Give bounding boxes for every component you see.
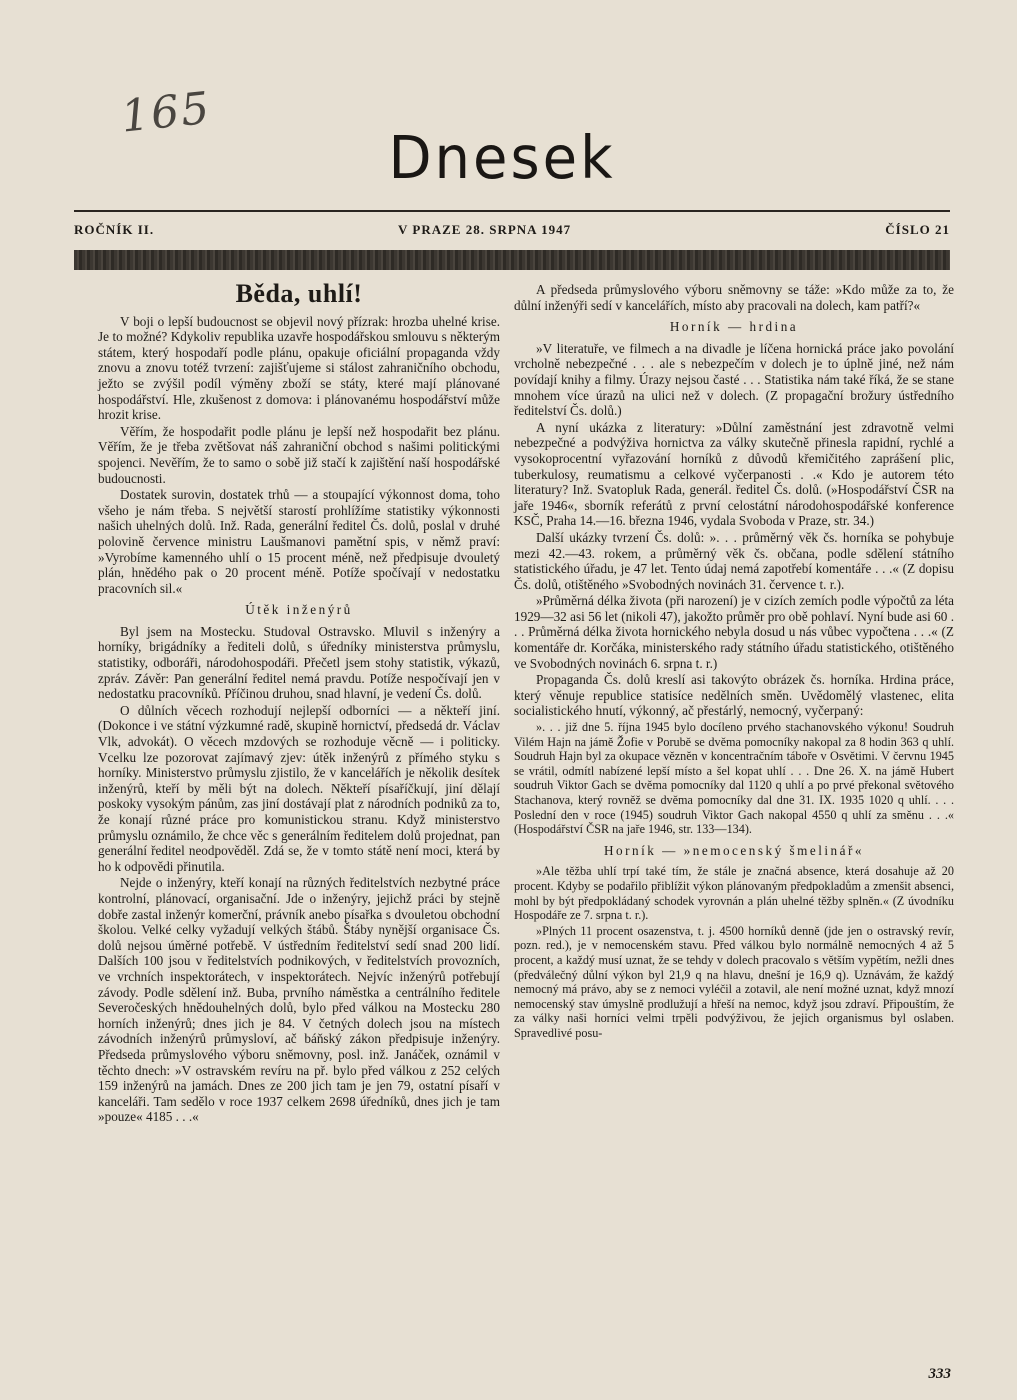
article-title: Běda, uhlí! [235,279,363,308]
article-paragraph: Byl jsem na Mostecku. Studoval Ostravsko. Mluvil s inženýry a horníky, brigádníky a řediteli dolů, s úředníky ministerstva průmyslu, statistiky, odboráři, národohospodáři. Přečetl jsem stohy statistik, výkazů, zpráv. Závěr: Pan generální ředitel nemá pravdu. Potíže nespočívají jen v nedostatku pracovníků. Příčinou druhou, snad hlavní, je vedení Čs. dolů. [98,623,500,702]
article-paragraph: ». . . již dne 5. října 1945 bylo docíleno prvého stachanovského výkonu! Soudruh Vilém Hajn na jámě Žofie v Porubě se dvěma pomocníky nakopal za 8 hodin 363 q uhlí. Soudruh Hajn byl za okupace věznĕn v koncentračním táboře v Osvětimi. V červnu 1945 se vrátil, odmítl nabízené lepší místo a šel kopat uhlí . . . Dne 26. X. na jámě Hubert soudruh Viktor Gach se dvěma pomocníky dal 1120 q uhlí a po prvé překonal světového Stachanova, který rovněž se dvěma pomocníky dal dne 31. IX. 1935 1020 q uhlí. . . . Poslední den v roce (1945) soudruh Viktor Gach nakopal 4550 q uhlí za směnu . . .« (Hospodářství ČSR na jaře 1946, str. 133—134). [514,720,954,837]
decorative-band [74,250,950,270]
volume-label: ROČNÍK II. [74,222,155,237]
masthead: Dnesek [388,124,616,193]
article-paragraph: O důlních věcech rozhodují nejlepší odborníci — a někteří jiní. (Dokonce i ve státní výzkumné radě, skupině hornictví, předsedá dr. Václav Vlk, advokát). O věcech mzdových se rozhoduje věcně — i politicky. Vcelku lze pozorovat zajímavý zjev: útěk inženýrů z přímého styku s horníky. Ministerstvo průmyslu zjistilo, že v kancelářích je několik desítek inženýrů, kteří by měli být na dolech. Někteří písaříčkují, jiní dělají poskoky vysokým pánům, zas jiní dostávají plat z národních podniků za to, že konají různé práce pro komunistickou stranu. Když ministerstvo průmyslu oznámilo, že chce věc s generálním ředitelem dolů projednat, pan generální ředitel neodpověděl. Zdá se, že v tomto státě není moci, která by ho k odpovědi přinutila. [98,702,500,874]
article-paragraph: »Průměrná délka života (při narození) je v cizích zemích podle výpočtů za léta 1929—32 asi 56 let (nikoli 47), jakožto průměr pro obě pohlaví. Nyní bude asi 60 . . . Průměrná délka života hornického nebyla dosud u nás vůbec vypočtena . . .« (Z komentáře dr. Korčáka, ministerského rady státního úřadu statistického, otištěného ve Svobodných novinách 6. srpna t. r.) [514,593,954,671]
article-paragraph: A předseda průmyslového výboru sněmovny se táže: »Kdo může za to, že důlní inženýři sedí v kancelářích, místo aby pracovali na dolech, kam patří?« [514,282,954,313]
place-date: V PRAZE 28. SRPNA 1947 [398,222,572,237]
article-paragraph: Nejde o inženýry, kteří konají na různých ředitelstvích nezbytné práce kontrolní, plánovací, organisační. Jde o inženýry, jejichž práci by stejně dobře zastal inženýr komerční, právník anebo písařka s dvouletou obchodní školou. Velké celky vyžadují velkých štábů. Štáby nynější organisace Čs. dolů nejsou úměrné potřebě. V ústředním ředitelství sedí snad 200 lidí. Dalších 100 jsou v ředitelstvích podnikových, v ředitelstvích provozních, ve vrchních inspektorátech, v inspektorátech. Nejvíc inženýrů potřebují závody. Podle sdělení inž. Buba, prvního náměstka a centrálního ředitele Severočeských hnědouhelných dolů, bylo před válkou na Mostecku 280 horních inženýrů; dnes jich je 84. V četných dolech jsou na místech závodních inženýrů průmysloví, ač báňský zákon předpisuje inženýry. Předseda průmyslového výboru sněmovny, posl. inž. Janáček, oznámil v těchto dnech: »V ostravském revíru na př. bylo před válkou z 252 celých 159 inženýrů na jamách. Dnes ze 200 jich tam je jen 79, ostatní písaří v kanceláři. Tam sedělo v roce 1937 celkem 2698 úředníků, dnes jich je tam »pouze« 4185 . . .« [98,875,500,1125]
article-paragraph: Věřím, že hospodařit podle plánu je lepší než hospodařit bez plánu. Věřím, že je třeba zvětšovat náš zahraniční obchod s našimi politickými spojenci. Nevěřím, že to samo o sobě již stačí k zajištění naší hospodářské budoucnosti. [98,423,500,486]
header-rule [74,210,950,212]
issue-number: ČÍSLO 21 [885,222,950,237]
page-number: 333 [928,1366,951,1382]
issue-info-row [74,218,950,242]
article-paragraph: »Plných 11 procent osazenstva, t. j. 4500 horníků denně (jde jen o ostravský revír, pozn. red.), je v nemocenském stavu. Před válkou bylo normálně nemocných 4 až 5 procent, a každý musí uznat, že se tehdy v dolech pracovalo s větším vypětím, nežli dnes (předválečný důlní výkon byl 21,9 q na hlavu, dnešní je 16,9 q). Uznávám, že každý nemocný má právo, aby se z nemoci vyléčil a zotavil, ale není možné uznat, když mnozí nemocenský stav úmyslně prodlužují a hřeší na nemoc, když jsou zdraví. Připouštím, že za války naši horníci velmi trpěli podvýživou, že jejich organismus byl oslaben. Spravedlivé posu- [514,923,954,1040]
article-column-left [98,279,500,1126]
section-heading: Horník — hrdina [669,319,799,335]
section-heading: Útěk inženýrů [245,602,353,618]
article-column-right [514,282,954,1042]
article-paragraph: A nyní ukázka z literatury: »Důlní zaměstnání jest zdravotně velmi nebezpečné a podvýživa hornictva za války skutečně přinesla rapidní, rychlé a vysokoprocentní vyřazování horníků z důvodů křemičitého zaprášení plic, tuberkulosy, reumatismu a celkové vyčerpanosti . .« Kdo je autorem této literatury? Inž. Svatopluk Rada, generál. ředitel Čs. dolů. (»Hospodářství ČSR na jaře 1946«, sborník referátů z první celostátní národohospodářské konference KSČ, Praha 14.—16. března 1946, vydala Svoboda v Praze, str. 34.) [514,419,954,529]
article-paragraph: Dostatek surovin, dostatek trhů — a stoupající výkonnost doma, toho všeho je nám třeba. S největší starostí prohlížíme statistiky výkonnosti našich uhelných dolů. Inž. Rada, generální ředitel Čs. dolů, poslal v druhé polovině července ministru Laušmanovi pamětní spis, v němž praví: »Vyrobíme kamenného uhlí o 15 procent méně, než předpisuje dvouletý plán, hnědého pak o 20 procent méně. Potíže spočívají v nedostatku pracovních sil.« [98,487,500,596]
article-paragraph: Propaganda Čs. dolů kreslí asi takovýto obrázek čs. horníka. Hrdina práce, který věnuje republice statisíce nedělních směn. Uvědomělý vlastenec, elita socialistického hnutí, výkonný, ač přestárlý, nemocný, vyčerpaný: [514,672,954,719]
article-paragraph: V boji o lepší budoucnost se objevil nový přízrak: hrozba uhelné krise. Je to možné? Kdykoliv republika uzavře hospodářskou smlouvu s některým státem, který hospodaří podle plánu, opakuje oficiální propaganda vždy znovu a znovu totéž tvrzení: zajišťujeme si stálost zahraničního obchodu, ježto se zvýšil podíl výměny zboží se státy, které mají plánované hospodářství. Hle, zkušenost z domova: i plánovanému hospodářství může hrozit krise. [98,313,500,423]
article-paragraph: »Ale těžba uhlí trpí také tím, že stále je značná absence, která dosahuje až 20 procent. Kdyby se podařilo přiblížit výkon plánovaným předpokladům a zmenšit absenci, mohl by být předpokládaný schodek vyrovnán a plán uhelné těžby splněn.« (Z úvodníku Hospodáře ze 7. srpna t. r.). [514,864,954,923]
article-paragraph: »V literatuře, ve filmech a na divadle je líčena hornická práce jako povolání vrcholně nebezpečné . . . ale s nebezpečím v dolech je to úplně jiné, než nám povídají knihy a filmy. Úrazy nejsou časté . . . Statistika nám také říká, že se stane mnohem více úrazů na ulici než v dolech. (Z propagační brožury ústředního ředitelství Čs. dolů.) [514,340,954,419]
article-paragraph: Další ukázky tvrzení Čs. dolů: ». . . průměrný věk čs. horníka se pohybuje mezi 42.—43. rokem, a průměrný věk čs. občana, podle sdělení státního statistického úřadu, je 47 let. Tento údaj nemá zapotřebí komentáře . . .« (Z dopisu Čs. dolů, otištěného »Svobodných novinách 31. července t. r.). [514,529,954,592]
handwritten-note: 165 [118,82,214,143]
section-heading: Horník — »nemocenský šmelinář« [604,842,864,858]
